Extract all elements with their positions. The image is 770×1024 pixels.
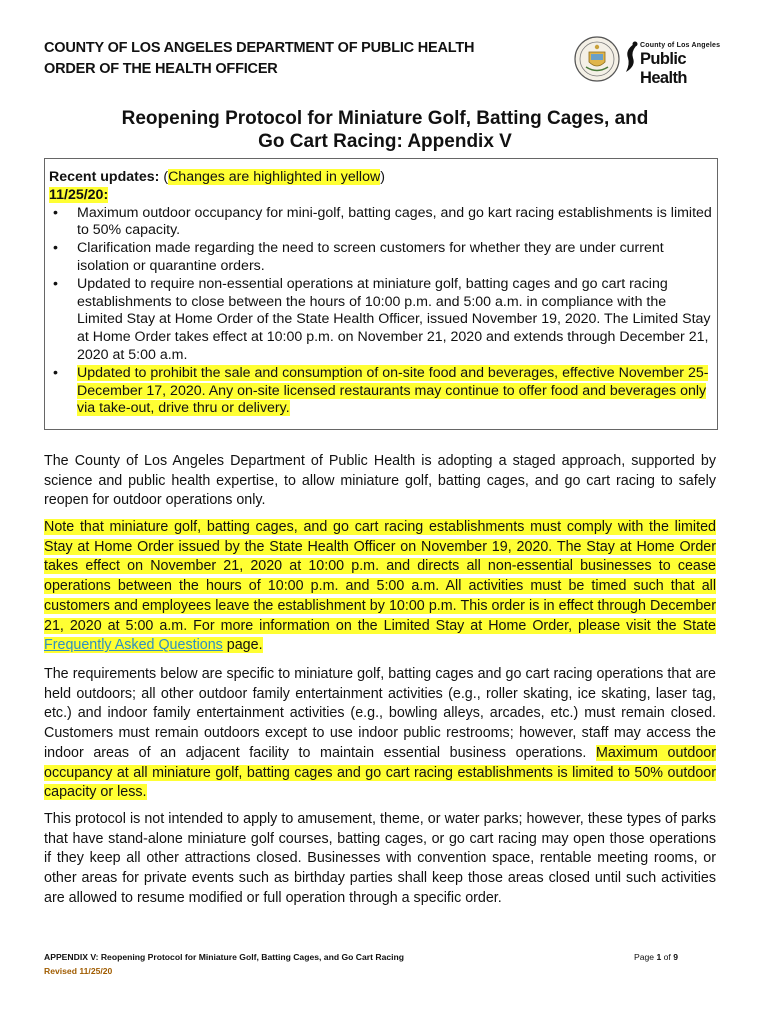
faq-link[interactable]: Frequently Asked Questions <box>44 637 223 654</box>
bullet-icon: • <box>53 204 58 221</box>
footer-left <box>44 950 404 978</box>
footer-revised: Revised 11/25/20 <box>44 966 113 976</box>
bullet-icon: • <box>53 240 58 257</box>
recent-updates-box <box>44 158 718 430</box>
title-line-2: Go Cart Racing: Appendix V <box>258 131 512 152</box>
list-item-text: Clarification made regarding the need to screen customers for whether they are under current isolation or quarantine orders. <box>77 240 664 274</box>
list-item-text: Updated to prohibit the sale and consumption of on-site food and beverages, effective November 25-December 17, 2020. Any on-site licensed restaurants may continue to offer food and beverages only via take-out, drive thru or delivery. <box>77 364 709 417</box>
list-item <box>49 276 713 365</box>
occupancy-highlight: Maximum outdoor occupancy at all miniature golf, batting cages and go cart racing establishments is limited to 50% outdoor capacity or less. <box>44 744 717 801</box>
document-header <box>44 38 494 80</box>
page-word: Page <box>634 952 655 962</box>
page-current: 1 <box>656 952 662 962</box>
public-health-logo <box>622 40 732 87</box>
updates-note-open: ( <box>163 169 169 185</box>
list-item-text: Updated to require non-essential operations at miniature golf, batting cages and go cart racing establishments to close between the hours of 10:00 p.m. and 5:00 a.m. in compliance with the Limited Stay at Home Order of the State Health Officer, issued November 19, 2020. The Limited Stay at Home Order takes effect at 10:00 p.m. on November 21, 2020 and extends through December 21, 2020 at 5:00 a.m. <box>77 275 711 363</box>
logo-big-text: Public Health <box>640 50 687 87</box>
footer-title: APPENDIX V: Reopening Protocol for Miniature Golf, Batting Cages, and Go Cart Racing <box>44 952 405 962</box>
list-item <box>49 205 713 241</box>
requirements-text: The requirements below are specific to miniature golf, batting cages and go cart racing operations that are held outdoors; all other outdoor family entertainment activities (e.g., roller skating, ice skating, laser tag, etc.) and indoor family entertainment activities (e.g., bowling alleys, arcades, etc.) must remain closed. Customers must remain outdoors except to use indoor public restrooms; however, staff may access the indoor areas of an adjacent facility to maintain essential business operations. <box>44 666 716 761</box>
stay-at-home-text: Note that miniature golf, batting cages, and go cart racing establishments must comply with the limited Stay at Home Order issued by the State Health Officer on November 19, 2020. The Stay at Home Order takes effect on November 21, 2020 at 10:00 p.m. and directs all non-essential businesses to cease operations between the hours of 10:00 p.m. and 5:00 a.m. All activities must be timed such that all customers and employees leave the establishment by 10:00 p.m. This order is in effect through December 21, 2020 at 5:00 a.m. For more information on the Limited Stay at Home Order, please visit the State <box>44 519 716 634</box>
bullet-icon: • <box>53 275 58 292</box>
updates-note-close: ) <box>380 169 385 185</box>
updates-list <box>49 205 713 419</box>
list-item <box>49 365 713 418</box>
intro-paragraph: The County of Los Angeles Department of Public Health is adopting a staged approach, supported by science and public health expertise, to allow miniature golf, batting cages, and go cart racing to safely reopen for outdoor operations only. <box>44 453 716 509</box>
page-total: 9 <box>673 952 678 962</box>
page-number <box>634 950 678 964</box>
requirements-paragraph <box>44 665 716 803</box>
updates-date-text: 11/25/20: <box>49 186 109 203</box>
county-seal-icon <box>574 36 620 82</box>
header-line-2: ORDER OF THE HEALTH OFFICER <box>44 61 278 77</box>
public-health-logo-icon <box>622 40 640 76</box>
updates-heading <box>49 169 713 187</box>
stay-at-home-text-end: page. <box>222 637 263 654</box>
updates-date <box>49 187 713 205</box>
updates-label: Recent updates: <box>49 169 160 185</box>
title-line-1: Reopening Protocol for Miniature Golf, Batting Cages, and <box>121 108 649 129</box>
logo-small-text: County of Los Angeles <box>640 42 721 49</box>
updates-note: Changes are highlighted in yellow <box>168 169 381 185</box>
bullet-icon: • <box>53 364 58 381</box>
list-item-text: Maximum outdoor occupancy for mini-golf, batting cages, and go kart racing establishments is limited to 50% capacity. <box>77 204 712 239</box>
page-title <box>44 107 726 153</box>
stay-at-home-paragraph <box>44 518 716 656</box>
header-line-1: COUNTY OF LOS ANGELES DEPARTMENT OF PUBLIC HEALTH <box>44 40 475 56</box>
of-word: of <box>663 952 671 962</box>
scope-paragraph: This protocol is not intended to apply to amusement, theme, or water parks; however, these types of parks that have stand-alone miniature golf courses, batting cages, or go cart racing may open those operations if they keep all other attractions closed. Businesses with convention space, rentable meeting rooms, or other areas for private events such as birthday parties shall keep those areas closed until such activities are allowed to resume modified or full operation through a specific order. <box>44 811 716 906</box>
list-item <box>49 240 713 276</box>
